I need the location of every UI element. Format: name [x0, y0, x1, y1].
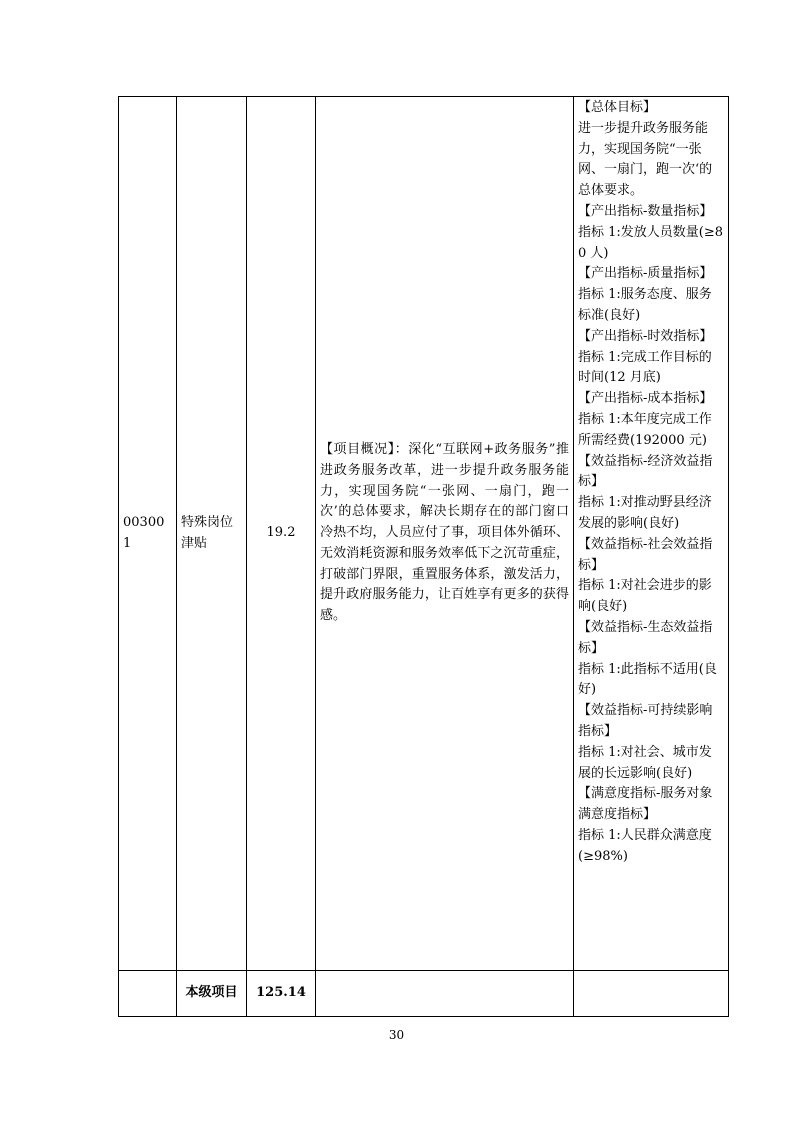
- page-number: 30: [388, 1028, 405, 1042]
- project-code: 003001: [119, 97, 177, 971]
- goal-line: 【产出指标-成本指标】: [578, 391, 713, 407]
- goal-line: 进一步提升政务服务能力，实现国务院“一张网、一扇门，跑一次‘的总体要求。: [578, 120, 713, 199]
- goal-line: 指标 1:人民群众满意度(≥98%): [578, 827, 712, 864]
- goal-line: 指标 1:对社会、城市发展的长远影响(良好): [578, 744, 712, 781]
- project-name: 特殊岗位津贴: [177, 97, 247, 971]
- empty-cell: [119, 971, 177, 1017]
- total-row: [119, 971, 729, 1017]
- goal-line: 【产出指标-时效指标】: [578, 328, 713, 344]
- goal-line: 指标 1:对社会进步的影响(良好): [578, 578, 712, 615]
- goal-line: 指标 1:本年度完成工作所需经费(192000 元): [578, 411, 712, 448]
- goal-line: 指标 1:完成工作目标的时间(12 月底): [578, 349, 712, 386]
- goal-line: 【效益指标-社会效益指标】: [578, 536, 713, 573]
- empty-cell: [574, 971, 729, 1017]
- goal-line: 【效益指标-经济效益指标】: [578, 453, 713, 490]
- goal-line: 指标 1:此指标不适用(良好): [578, 661, 717, 698]
- goal-line: 【产出指标-质量指标】: [578, 266, 713, 282]
- goal-line: 【效益指标-生态效益指标】: [578, 619, 713, 656]
- goal-line: 指标 1:服务态度、服务标准(良好): [578, 287, 712, 323]
- total-amount: 125.14: [247, 971, 316, 1017]
- goal-line: 【满意度指标-服务对象满意度指标】: [578, 786, 713, 823]
- project-amount: 19.2: [247, 97, 316, 971]
- goal-line: 【效益指标-可持续影响指标】: [578, 703, 713, 739]
- empty-cell: [316, 971, 574, 1017]
- goal-line: 【产出指标-数量指标】: [578, 203, 713, 219]
- goal-line: 指标 1:对推动野县经济发展的影响(良好): [578, 495, 712, 531]
- project-overview: 【项目概况】：深化“互联网+政务服务”推进政务服务改革，进一步提升政务服务能力，实现国务院“一张网、一扇门，跑一次’的总体要求，解决长期存在的部门窗口冷热不均，人员应付了事，项目体外循环、无效消耗资源和服务效率低下之沉苛重症，打破部门界限，重置服务体系，激发活力，提升政府服务能力，让百姓享有更多的获得感。: [316, 97, 574, 971]
- goal-line: 指标 1:发放人员数量(≥80 人): [578, 224, 724, 261]
- performance-goals: [574, 97, 729, 971]
- project-table: [118, 96, 729, 1017]
- table-row: [119, 97, 729, 971]
- total-label: 本级项目: [177, 971, 247, 1017]
- goal-line: 【总体目标】: [578, 100, 657, 115]
